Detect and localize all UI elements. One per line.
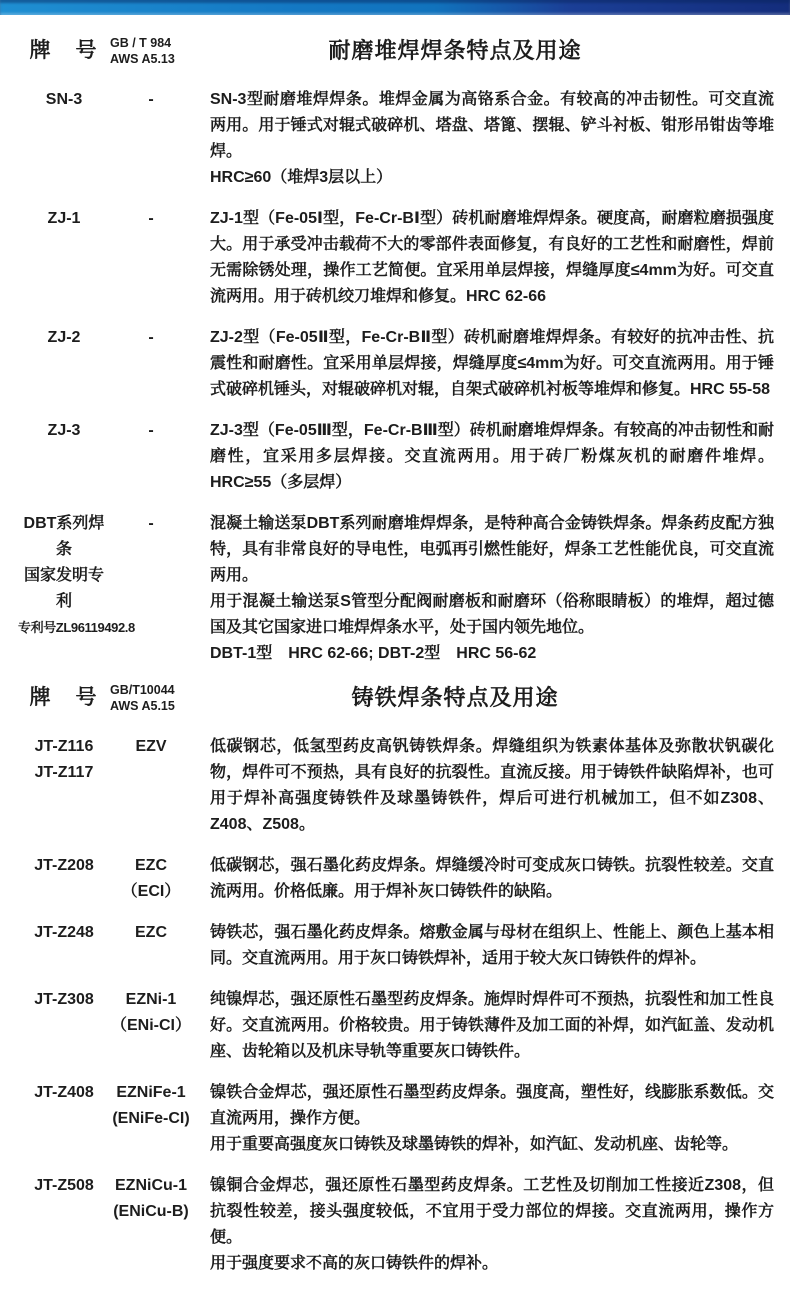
- brand-cell: [18, 511, 135, 667]
- brand-cell: [18, 1080, 110, 1158]
- table-row: [18, 987, 778, 1065]
- description-paragraph: 低碳钢芯，强石墨化药皮焊条。焊缝缓冷时可变成灰口铸铁。抗裂性较差。交直流两用。价格低廉。用于焊补灰口铸铁件的缺陷。: [210, 857, 774, 900]
- description-cell: [192, 206, 778, 310]
- standard-cell: [110, 87, 192, 191]
- description-cell: [192, 418, 778, 496]
- standard-cell: [110, 987, 192, 1065]
- brand-column-header: 牌 号: [29, 686, 99, 709]
- description-paragraph: 用于重要高强度灰口铸铁及球墨铸铁的焊补，如汽缸、发动机座、齿轮等。: [210, 1136, 739, 1153]
- brand-name: ZJ-1: [47, 210, 81, 227]
- brand-name: JT-Z408: [34, 1084, 94, 1101]
- description-paragraph: 混凝土输送泵DBT系列耐磨堆焊焊条，是特种高合金铸铁焊条。焊条药皮配方独特，具有非常良好的导电性，电弧再引燃性能好，焊条工艺性能优良，可交直流两用。: [210, 515, 774, 584]
- table-row: [18, 87, 778, 191]
- brand-name: ZJ-3: [47, 422, 81, 439]
- standard-column-header: [110, 35, 192, 67]
- description-cell: [192, 1173, 778, 1277]
- brand-name: JT-Z116: [34, 738, 94, 755]
- standard-designation: EZC: [135, 924, 167, 941]
- table-row: [18, 1173, 778, 1277]
- standard-designation: -: [148, 210, 154, 227]
- electrode-table-section: [18, 682, 778, 1277]
- brand-column-header: 牌 号: [29, 39, 99, 62]
- standard-cell: [110, 418, 192, 496]
- standard-cell: [110, 511, 192, 667]
- table-row: [18, 920, 778, 972]
- brand-cell: [18, 87, 110, 191]
- description-paragraph: 镍铁合金焊芯，强还原性石墨型药皮焊条。强度高，塑性好，线膨胀系数低。交直流两用，操作方便。: [210, 1084, 774, 1127]
- brand-name: JT-Z117: [34, 764, 94, 781]
- standard-designation: （ENi-CI）: [110, 1017, 191, 1034]
- standard-cell: [110, 325, 192, 403]
- table-row: [18, 206, 778, 310]
- brand-name: 国家发明专利: [23, 567, 104, 610]
- standard-designation: -: [148, 422, 154, 439]
- standard-designation: EZNiFe-1: [116, 1084, 186, 1101]
- brand-cell: [18, 734, 110, 838]
- header-gradient-bar: [0, 0, 790, 15]
- description-cell: [192, 511, 778, 667]
- section-title: 耐磨堆焊焊条特点及用途: [328, 38, 582, 63]
- section-header-row: [18, 682, 778, 714]
- brand-name: SN-3: [45, 91, 83, 108]
- description-paragraph: SN-3型耐磨堆焊焊条。堆焊金属为高铬系合金。有较高的冲击韧性。可交直流两用。用于锤式对辊式破碎机、塔盘、塔篦、摆辊、铲斗衬板、钳形吊钳齿等堆焊。: [210, 91, 774, 160]
- standard-cell: [110, 853, 192, 905]
- description-paragraph: HRC≥60（堆焊3层以上）: [210, 169, 393, 186]
- brand-name: JT-Z308: [34, 991, 94, 1008]
- standard-designation: （ECI）: [121, 883, 181, 900]
- description-cell: [192, 920, 778, 972]
- standard-cell: [110, 1173, 192, 1277]
- standard-designation: -: [148, 91, 154, 108]
- table-row: [18, 418, 778, 496]
- table-row: [18, 1080, 778, 1158]
- document-body: [0, 15, 790, 1300]
- standard-spec-line: GB/T10044: [110, 683, 175, 697]
- standard-designation: EZC: [135, 857, 167, 874]
- table-row: [18, 511, 778, 667]
- standard-designation: EZV: [135, 738, 167, 755]
- table-row: [18, 734, 778, 838]
- description-cell: [192, 734, 778, 838]
- standard-column-header: [110, 682, 192, 714]
- description-paragraph: 低碳钢芯，低氢型药皮高钒铸铁焊条。焊缝组织为铁素体基体及弥散状钒碳化物，焊件可不预热，具有良好的抗裂性。直流反接。用于铸铁件缺陷焊补，也可用于焊补高强度铸铁件及球墨铸铁件，焊后可进行机械加工，但不如Z308、Z408、Z508。: [210, 738, 774, 833]
- standard-designation: -: [148, 329, 154, 346]
- standard-spec-line: AWS A5.15: [110, 699, 175, 713]
- standard-cell: [110, 734, 192, 838]
- brand-name: DBT系列焊条: [23, 515, 105, 558]
- description-paragraph: 用于混凝土输送泵S管型分配阀耐磨板和耐磨环（俗称眼睛板）的堆焊，超过德国及其它国家进口堆焊焊条水平，处于国内领先地位。: [210, 593, 774, 636]
- electrode-table-section: [18, 35, 778, 667]
- description-paragraph: 用于强度要求不高的灰口铸铁件的焊补。: [210, 1255, 499, 1272]
- description-cell: [192, 325, 778, 403]
- section-title: 铸铁焊条特点及用途: [351, 685, 559, 710]
- table-row: [18, 853, 778, 905]
- standard-spec-line: AWS A5.13: [110, 52, 175, 66]
- description-cell: [192, 853, 778, 905]
- section-header-row: [18, 35, 778, 67]
- brand-name: JT-Z208: [34, 857, 94, 874]
- standard-designation: EZNi-1: [125, 991, 177, 1008]
- brand-name: 专利号ZL96119492.8: [18, 620, 135, 635]
- brand-cell: [18, 853, 110, 905]
- description-cell: [192, 987, 778, 1065]
- standard-cell: [110, 1080, 192, 1158]
- standard-designation: (ENiCu-B): [113, 1203, 189, 1220]
- brand-name: JT-Z248: [34, 924, 94, 941]
- brand-cell: [18, 206, 110, 310]
- description-cell: [192, 87, 778, 191]
- brand-name: JT-Z508: [34, 1177, 94, 1194]
- description-cell: [192, 1080, 778, 1158]
- standard-designation: -: [148, 515, 154, 532]
- standard-designation: (ENiFe-CI): [112, 1110, 190, 1127]
- description-paragraph: ZJ-1型（Fe-05Ⅰ型，Fe-Cr-BⅠ型）砖机耐磨堆焊焊条。硬度高，耐磨粒磨损强度大。用于承受冲击载荷不大的零部件表面修复，有良好的工艺性和耐磨性，焊前无需除锈处理，操作工艺简便。宜采用单层焊接，焊缝厚度≤4mm为好。可交直流两用。用于砖机绞刀堆焊和修复。HRC 62-66: [210, 210, 774, 305]
- description-paragraph: 纯镍焊芯，强还原性石墨型药皮焊条。施焊时焊件可不预热，抗裂性和加工性良好。交直流两用。价格较贵。用于铸铁薄件及加工面的补焊，如汽缸盖、发动机座、齿轮箱以及机床导轨等重要灰口铸铁件。: [210, 991, 774, 1060]
- description-paragraph: ZJ-3型（Fe-05Ⅲ型，Fe-Cr-BⅢ型）砖机耐磨堆焊焊条。有较高的冲击韧性和耐磨性，宜采用多层焊接。交直流两用。用于砖厂粉煤灰机的耐磨件堆焊。HRC≥55（多层焊）: [210, 422, 774, 491]
- description-paragraph: 镍铜合金焊芯，强还原性石墨型药皮焊条。工艺性及切削加工性接近Z308，但抗裂性较差，接头强度较低，不宜用于受力部位的焊接。交直流两用，操作方便。: [210, 1177, 774, 1246]
- brand-name: ZJ-2: [47, 329, 81, 346]
- brand-cell: [18, 325, 110, 403]
- brand-cell: [18, 920, 110, 972]
- standard-designation: EZNiCu-1: [115, 1177, 187, 1194]
- standard-spec-line: GB / T 984: [110, 36, 172, 50]
- standard-cell: [110, 206, 192, 310]
- description-paragraph: ZJ-2型（Fe-05Ⅱ型，Fe-Cr-BⅡ型）砖机耐磨堆焊焊条。有较好的抗冲击性、抗震性和耐磨性。宜采用单层焊接，焊缝厚度≤4mm为好。可交直流两用。用于锤式破碎机锤头，对辊破碎机对辊，自架式破碎机衬板等堆焊和修复。HRC 55-58: [210, 329, 774, 398]
- brand-cell: [18, 987, 110, 1065]
- brand-cell: [18, 1173, 110, 1277]
- standard-cell: [110, 920, 192, 972]
- brand-cell: [18, 418, 110, 496]
- description-paragraph: DBT-1型 HRC 62-66; DBT-2型 HRC 56-62: [210, 645, 537, 662]
- table-row: [18, 325, 778, 403]
- description-paragraph: 铸铁芯，强石墨化药皮焊条。熔敷金属与母材在组织上、性能上、颜色上基本相同。交直流两用。用于灰口铸铁焊补，适用于较大灰口铸铁件的焊补。: [210, 924, 774, 967]
